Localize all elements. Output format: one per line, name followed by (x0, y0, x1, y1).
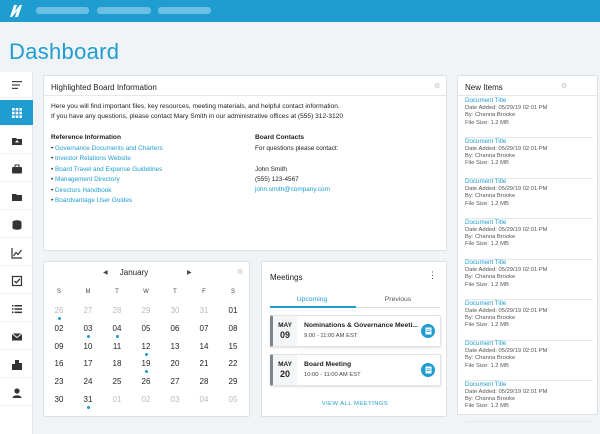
calendar-day[interactable]: 02 (54, 323, 64, 333)
card-title: New Items (465, 83, 503, 92)
tab-active-indicator (270, 306, 356, 308)
calendar-day[interactable]: 12 (141, 341, 151, 351)
meeting-event[interactable] (270, 315, 441, 347)
calendar-day[interactable]: 08 (228, 323, 238, 333)
meetings-card (261, 261, 447, 417)
sidebar-item-briefcase[interactable] (0, 156, 33, 182)
sidebar-item-upload[interactable] (0, 128, 33, 154)
calendar-day[interactable]: 06 (170, 323, 180, 333)
menu-icon (11, 79, 23, 91)
calendar-day[interactable]: 20 (170, 359, 180, 369)
document-icon[interactable] (421, 363, 435, 377)
contacts-title: Board Contacts (255, 134, 305, 141)
calendar-day[interactable]: 30 (170, 306, 180, 315)
gear-icon[interactable]: ⚙ (237, 269, 244, 276)
database-icon (11, 219, 23, 231)
document-title-link[interactable]: Document Title (465, 380, 507, 388)
calendar-day[interactable]: 14 (199, 341, 209, 351)
reference-link[interactable]: • Management Directory (51, 176, 120, 184)
sidebar-item-reports[interactable] (0, 240, 33, 266)
event-indicator (116, 335, 119, 338)
calendar-day[interactable]: 05 (228, 395, 238, 404)
author: By: Channa Brooke (465, 233, 516, 240)
briefcase-icon (11, 163, 23, 175)
reference-link[interactable]: • Board Travel and Expense Guidelines (51, 165, 163, 173)
org-icon (11, 359, 23, 371)
reference-link[interactable]: • Directors Handbook (51, 186, 112, 194)
date-added: Date Added: 05/29/19 02:01 PM (465, 145, 548, 152)
date-added: Date Added: 05/29/19 02:01 PM (465, 307, 548, 314)
sidebar-item-folder[interactable] (0, 184, 33, 210)
event-indicator (87, 335, 90, 338)
intro-text: Here you will find important files, key resources, meeting materials, and helpful contact information. If you have any questions, please contact Mary Smith in our administrative offices at (555) 312-3120 (51, 103, 343, 120)
document-title-link[interactable]: Document Title (465, 137, 507, 145)
file-size: File Size: 1.2 MB (465, 241, 509, 248)
event-indicator (145, 353, 148, 356)
calendar-day[interactable]: 27 (83, 306, 93, 315)
new-items-card (457, 75, 598, 415)
list-item[interactable] (465, 97, 593, 138)
card-title: Highlighted Board Information (51, 83, 157, 92)
calendar-day[interactable]: 18 (112, 359, 122, 369)
grid-icon (11, 107, 23, 119)
weekday-label: S (56, 289, 61, 295)
file-size: File Size: 1.2 MB (465, 160, 509, 167)
reference-link[interactable]: • Governance Documents and Charters (51, 145, 163, 152)
calendar-day[interactable]: 17 (83, 359, 93, 369)
document-title-link[interactable]: Document Title (465, 340, 507, 347)
top-bar (0, 0, 600, 22)
reference-link[interactable]: • Investor Relations Website (51, 155, 131, 163)
weekday-label: T (115, 289, 119, 295)
calendar-day[interactable]: 01 (228, 306, 238, 315)
calendar-day[interactable]: 16 (54, 359, 64, 369)
weekday-label: M (85, 289, 91, 295)
folder-upload-icon (11, 135, 23, 147)
chart-icon (11, 247, 23, 259)
nav-placeholder[interactable] (36, 7, 89, 14)
sidebar-item-tasks[interactable] (0, 268, 33, 294)
more-options-icon[interactable]: ⋮ (428, 270, 437, 280)
event-indicator (87, 406, 90, 409)
divider (458, 95, 597, 96)
date-added: Date Added: 05/29/19 02:01 PM (465, 226, 548, 233)
weekday-label: F (202, 289, 206, 295)
sidebar-item-organization[interactable] (0, 352, 33, 378)
document-title-link[interactable]: Document Title (465, 178, 507, 185)
contact-phone: (555) 123-4567 (255, 176, 299, 183)
list-item[interactable] (465, 219, 593, 260)
calendar-day[interactable]: 10 (83, 341, 93, 351)
author: By: Channa Brooke (465, 112, 516, 119)
author: By: Channa Brooke (465, 355, 516, 362)
event-date: MAY 20 (273, 355, 297, 385)
calendar-day[interactable]: 13 (170, 341, 180, 351)
file-size: File Size: 1.2 MB (465, 119, 509, 126)
calendar-month: January (119, 268, 149, 277)
contact-name: John Smith (255, 166, 287, 173)
calendar-day[interactable]: 29 (228, 377, 238, 387)
calendar-day[interactable]: 26 (141, 377, 151, 387)
document-title-link[interactable]: Document Title (465, 299, 507, 307)
calendar-day[interactable]: 01 (112, 395, 122, 404)
sidebar (0, 72, 33, 434)
contact-email-link[interactable]: john.smith@company.com (255, 186, 330, 193)
calendar-day[interactable]: 27 (170, 377, 180, 387)
folder-icon (11, 191, 23, 203)
event-indicator (145, 370, 148, 373)
gear-icon[interactable]: ⚙ (434, 83, 441, 90)
calendar-day[interactable]: 05 (141, 323, 151, 333)
event-indicator (58, 317, 61, 320)
calendar-day[interactable]: 03 (83, 323, 93, 333)
calendar-day[interactable]: 07 (199, 323, 209, 333)
reference-list (51, 144, 163, 206)
calendar-day[interactable]: 19 (141, 359, 151, 369)
date-added: Date Added: 05/29/19 02:01 PM (465, 388, 548, 395)
document-title-link[interactable]: Document Title (465, 218, 507, 226)
calendar-day[interactable]: 26 (54, 306, 64, 315)
calendar-day[interactable]: 28 (199, 377, 209, 387)
list-item[interactable] (465, 300, 593, 341)
calendar-day[interactable]: 09 (54, 341, 64, 351)
calendar-day[interactable]: 15 (228, 341, 238, 351)
card-title: Meetings (270, 273, 303, 282)
calendar-day[interactable]: 04 (112, 323, 122, 333)
calendar-day[interactable]: 28 (112, 306, 122, 315)
reference-link[interactable]: • Boardvantage User Guides (51, 197, 133, 205)
event-title: Board Meeting (304, 361, 352, 368)
file-size: File Size: 1.2 MB (465, 281, 509, 288)
prev-month-button[interactable]: ◀ (103, 270, 108, 276)
checklist-icon (11, 275, 23, 287)
file-size: File Size: 1.2 MB (465, 362, 509, 369)
gear-icon[interactable]: ⚙ (561, 83, 568, 90)
file-size: File Size: 1.2 MB (465, 322, 509, 329)
date-added: Date Added: 05/29/19 02:01 PM (465, 186, 548, 192)
nav-placeholder[interactable] (97, 7, 151, 14)
sidebar-item-list[interactable] (0, 296, 33, 322)
author: By: Channa Brooke (465, 193, 516, 200)
user-icon (11, 387, 23, 399)
next-month-button[interactable]: ▶ (187, 270, 192, 276)
list-item[interactable] (465, 138, 593, 179)
author: By: Channa Brooke (465, 314, 516, 321)
list-item[interactable] (465, 178, 593, 219)
calendar-day[interactable]: 29 (141, 306, 151, 315)
event-time: 9:00 - 11:00 AM EST (304, 333, 358, 339)
calendar-day[interactable]: 03 (170, 395, 180, 404)
author: By: Channa Brooke (465, 152, 516, 159)
reference-title: Reference Information (51, 134, 121, 141)
calendar-card (43, 261, 250, 417)
calendar-day[interactable]: 31 (199, 306, 209, 315)
sidebar-item-database[interactable] (0, 212, 33, 238)
event-date: MAY 09 (273, 316, 297, 346)
list-item[interactable] (465, 381, 593, 422)
list-icon (11, 303, 23, 315)
file-size: File Size: 1.2 MB (465, 403, 509, 410)
event-title: Nominations & Governance Meeti... (304, 322, 419, 329)
calendar-day[interactable]: 31 (83, 395, 93, 404)
calendar-day[interactable]: 25 (112, 377, 122, 387)
sidebar-item-user[interactable] (0, 380, 33, 406)
page-title: Dashboard (9, 39, 120, 64)
calendar-day[interactable]: 02 (141, 395, 151, 404)
event-time: 10:00 - 11:00 AM EST (304, 372, 361, 378)
weekday-label: T (173, 289, 177, 295)
date-added: Date Added: 05/29/19 02:01 PM (465, 348, 548, 354)
list-item[interactable] (465, 259, 593, 300)
contacts-intro: For questions please contact: (255, 145, 339, 152)
file-size: File Size: 1.2 MB (465, 200, 509, 207)
meeting-event[interactable] (270, 354, 441, 386)
author: By: Channa Brooke (465, 274, 516, 281)
list-item[interactable] (465, 340, 593, 381)
date-added: Date Added: 05/29/19 02:01 PM (465, 105, 548, 111)
document-title-link[interactable]: Document Title (465, 97, 507, 104)
calendar-day[interactable]: 22 (228, 359, 238, 369)
mail-icon (11, 331, 23, 343)
weekday-label: S (230, 289, 235, 295)
tab-upcoming[interactable]: Upcoming (296, 296, 328, 303)
calendar-day[interactable]: 21 (199, 359, 209, 369)
sidebar-item-mail[interactable] (0, 324, 33, 350)
view-all-meetings-link[interactable]: VIEW ALL MEETINGS (321, 401, 389, 407)
document-title-link[interactable]: Document Title (465, 259, 507, 266)
calendar-day[interactable]: 11 (112, 341, 122, 351)
highlighted-board-card (43, 75, 447, 251)
logo-icon[interactable] (9, 4, 23, 18)
calendar-day[interactable]: 24 (83, 377, 93, 387)
sidebar-item-dashboard[interactable] (0, 100, 33, 126)
calendar-day[interactable]: 04 (199, 395, 209, 404)
tab-previous[interactable]: Previous (384, 296, 412, 303)
sidebar-item-menu[interactable] (0, 72, 33, 98)
divider (44, 95, 446, 96)
date-added: Date Added: 05/29/19 02:01 PM (465, 267, 548, 273)
weekday-label: W (143, 289, 149, 295)
calendar-day[interactable]: 30 (54, 395, 64, 404)
author: By: Channa Brooke (465, 395, 516, 402)
calendar-day[interactable]: 23 (54, 377, 64, 387)
document-icon[interactable] (421, 324, 435, 338)
nav-placeholder[interactable] (158, 7, 211, 14)
